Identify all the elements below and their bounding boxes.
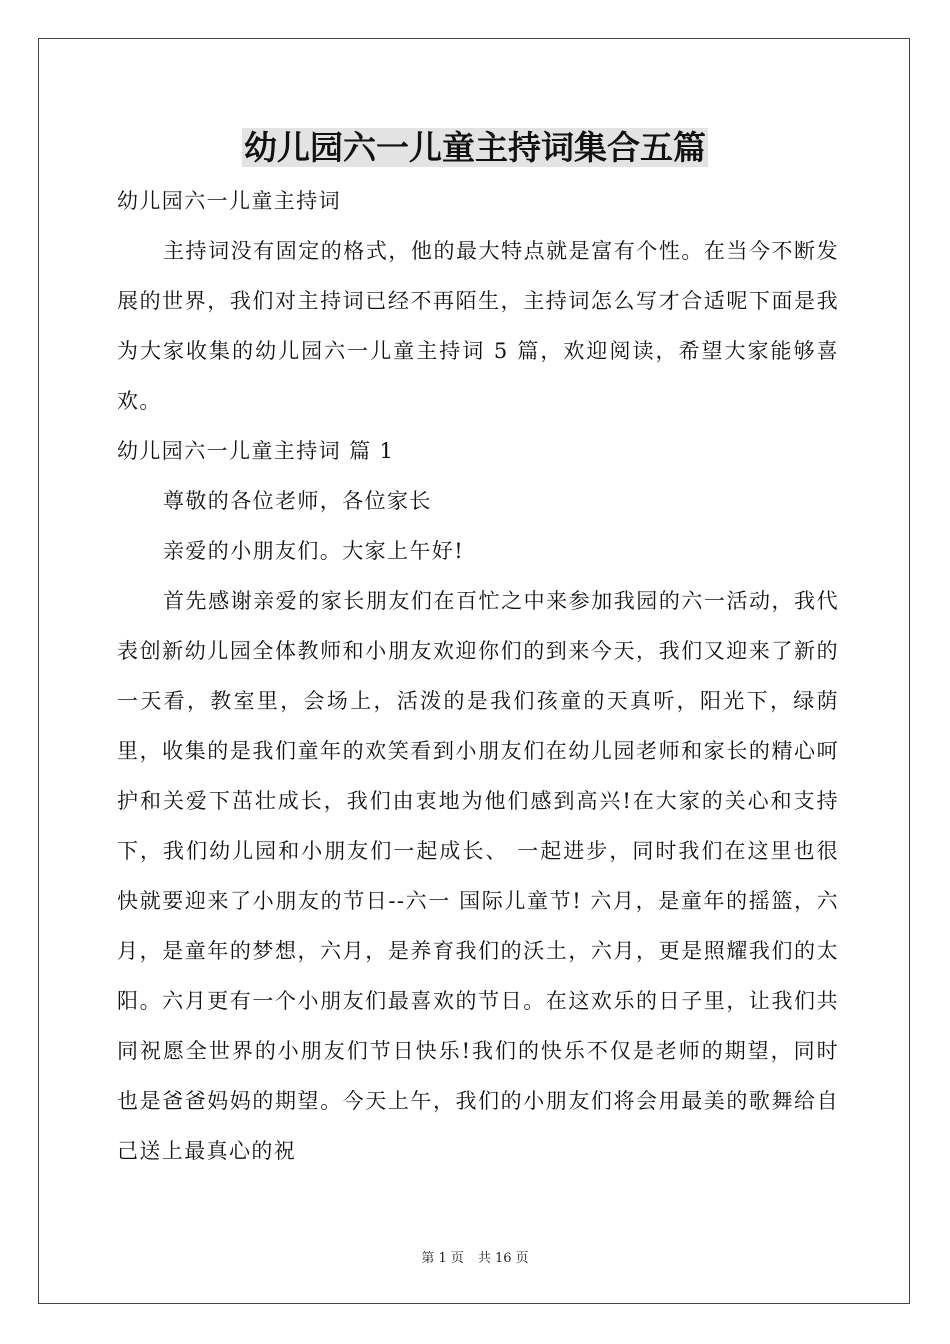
main-paragraph: 首先感谢亲爱的家长朋友们在百忙之中来参加我园的六一活动，我代表创新幼儿园全体教师和小朋友欢迎你们的到来今天，我们又迎来了新的一天看，教室里，会场上，活泼的是我们孩童的天真听，阳光下，绿荫里，收集的是我们童年的欢笑看到小朋友们在幼儿园老师和家长的精心呵护和关爱下茁壮成长，我们由衷地为他们感到高兴!在大家的关心和支持下，我们幼儿园和小朋友们一起成长、 一起进步，同时我们在这里也很快就要迎来了小朋友的节日--六一 国际儿童节! 六月，是童年的摇篮，六月，是童年的梦想，六月，是养育我们的沃土，六月，更是照耀我们的太阳。六月更有一个小朋友们最喜欢的节日。在这欢乐的日子里，让我们共同祝愿全世界的小朋友们节日快乐!我们的快乐不仅是老师的期望，同时也是爸爸妈妈的期望。今天上午，我们的小朋友们将会用最美的歌舞给自己送上最真心的祝 — [117, 589, 839, 1163]
section-heading: 幼儿园六一儿童主持词 篇 1 — [117, 439, 395, 463]
greeting-line-2: 亲爱的小朋友们。大家上午好! — [163, 539, 465, 563]
document-subtitle: 幼儿园六一儿童主持词 — [117, 189, 341, 213]
intro-paragraph: 主持词没有固定的格式，他的最大特点就是富有个性。在当今不断发展的世界，我们对主持词已经不再陌生，主持词怎么写才合适呢下面是我为大家收集的幼儿园六一儿童主持词 5 篇，欢迎阅读，希望大家能够喜欢。 — [117, 239, 839, 413]
document-body — [117, 176, 839, 1176]
page-number: 第 1 页 — [421, 1251, 464, 1266]
page-total: 共 16 页 — [477, 1251, 529, 1266]
page-footer — [0, 1247, 950, 1266]
document-title — [0, 124, 950, 172]
greeting-line-1: 尊敬的各位老师，各位家长 — [163, 489, 432, 513]
document-title-text: 幼儿园六一儿童主持词集合五篇 — [244, 128, 706, 167]
